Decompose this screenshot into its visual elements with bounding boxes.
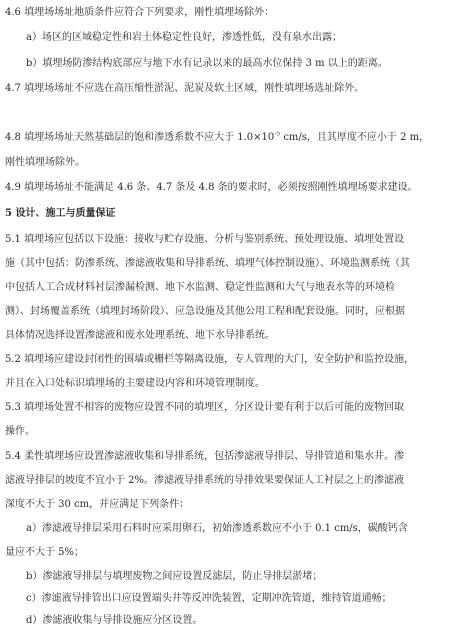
clause-5-4-c: c）渗滤液导排管出口应设置端头井等反冲洗装置，定期冲洗管道，维持管道通畅； [26,593,392,604]
clause-4-8 [5,131,460,144]
clause-4-6-b: b）填埋场防渗结构底部应与地下水有记录以来的最高水位保持 3 m 以上的距离。 [26,58,388,69]
clause-4-6-a: a）场区的区域稳定性和岩土体稳定性良好，渗透性低，没有泉水出露； [26,32,342,43]
clause-4-8-part-2: cm/s，且其厚度不应小于 2 m， [280,132,430,143]
clause-5-2-line-2: 并且在入口处标识填埋场的主要建设内容和环境管理制度。 [5,378,265,389]
clause-5-3-line-2: 操作。 [5,426,35,437]
clause-4-6: 4.6 填埋场场址地质条件应符合下列要求，刚性填埋场除外： [5,7,275,18]
clause-5-1-line-5: 具体情况选择设置渗滤液和废水处理系统、地下水导排系统。 [5,330,275,341]
clause-4-7: 4.7 填埋场场址不应选在高压缩性淤泥、泥炭及软土区域，刚性填埋场选址除外。 [5,83,365,94]
clause-4-9: 4.9 填埋场场址不能满足 4.6 条、4.7 条及 4.8 条的要求时，必须按照刚性填埋场要求建设。 [5,182,418,193]
clause-5-4-a-line-1: a）渗滤液导排层采用石料时应采用卵石，初始渗透系数应不小于 0.1 cm/s，碳酸钙含 [26,523,408,534]
clause-5-4-line-2: 滤液导排层的坡度不宜小于 2%。渗滤液导排系统的导排效果要保证人工衬层之上的渗滤液 [5,475,405,486]
section-5-heading: 5 设计、施工与质量保证 [5,208,116,219]
clause-5-2-line-1: 5.2 填埋场应建设封闭性的围墙或栅栏等隔离设施，专人管理的大门，安全防护和监控设施， [5,354,415,365]
clause-5-4-line-3: 深度不大于 30 cm，并应满足下列条件： [5,499,190,510]
clause-4-8-part-1: 4.8 填埋场场址天然基础层的饱和渗透系数不应大于 1.0×10 [5,132,275,143]
clause-4-8-cont: 刚性填埋场除外。 [5,157,85,168]
clause-5-1-line-4: 测）、封场覆盖系统（填埋封场阶段）、应急设施及其他公用工程和配套设施。同时，应根据 [5,306,405,317]
clause-5-1-line-3: 中包括人工合成材料衬层渗漏检测、地下水监测、稳定性监测和大气与地表水等的环境检 [5,282,395,293]
clause-5-4-a-line-2: 量应不大于 5%； [5,547,85,558]
clause-4-8-exponent: -5 [274,131,281,138]
clause-5-1-line-1: 5.1 填埋场应包括以下设施：接收与贮存设施、分析与鉴别系统、预处理设施、填埋处置设 [5,234,405,245]
clause-5-3-line-1: 5.3 填埋场处置不相容的废物应设置不同的填埋区，分区设计要有利于以后可能的废物回取 [5,402,405,413]
clause-5-4-d: d）渗滤液收集与导排设施应分区设置。 [26,615,203,626]
clause-5-4-line-1: 5.4 柔性填埋场应设置渗滤液收集和导排系统，包括渗滤液导排层、导排管道和集水井。渗 [5,451,405,462]
clause-5-4-b: b）渗滤液导排层与填埋废物之间应设置反滤层，防止导排层淤堵； [26,571,323,582]
clause-5-1-line-2: 施（其中包括：防渗系统、渗滤液收集和导排系统、填埋气体控制设施）、环境监测系统（其 [5,258,410,269]
